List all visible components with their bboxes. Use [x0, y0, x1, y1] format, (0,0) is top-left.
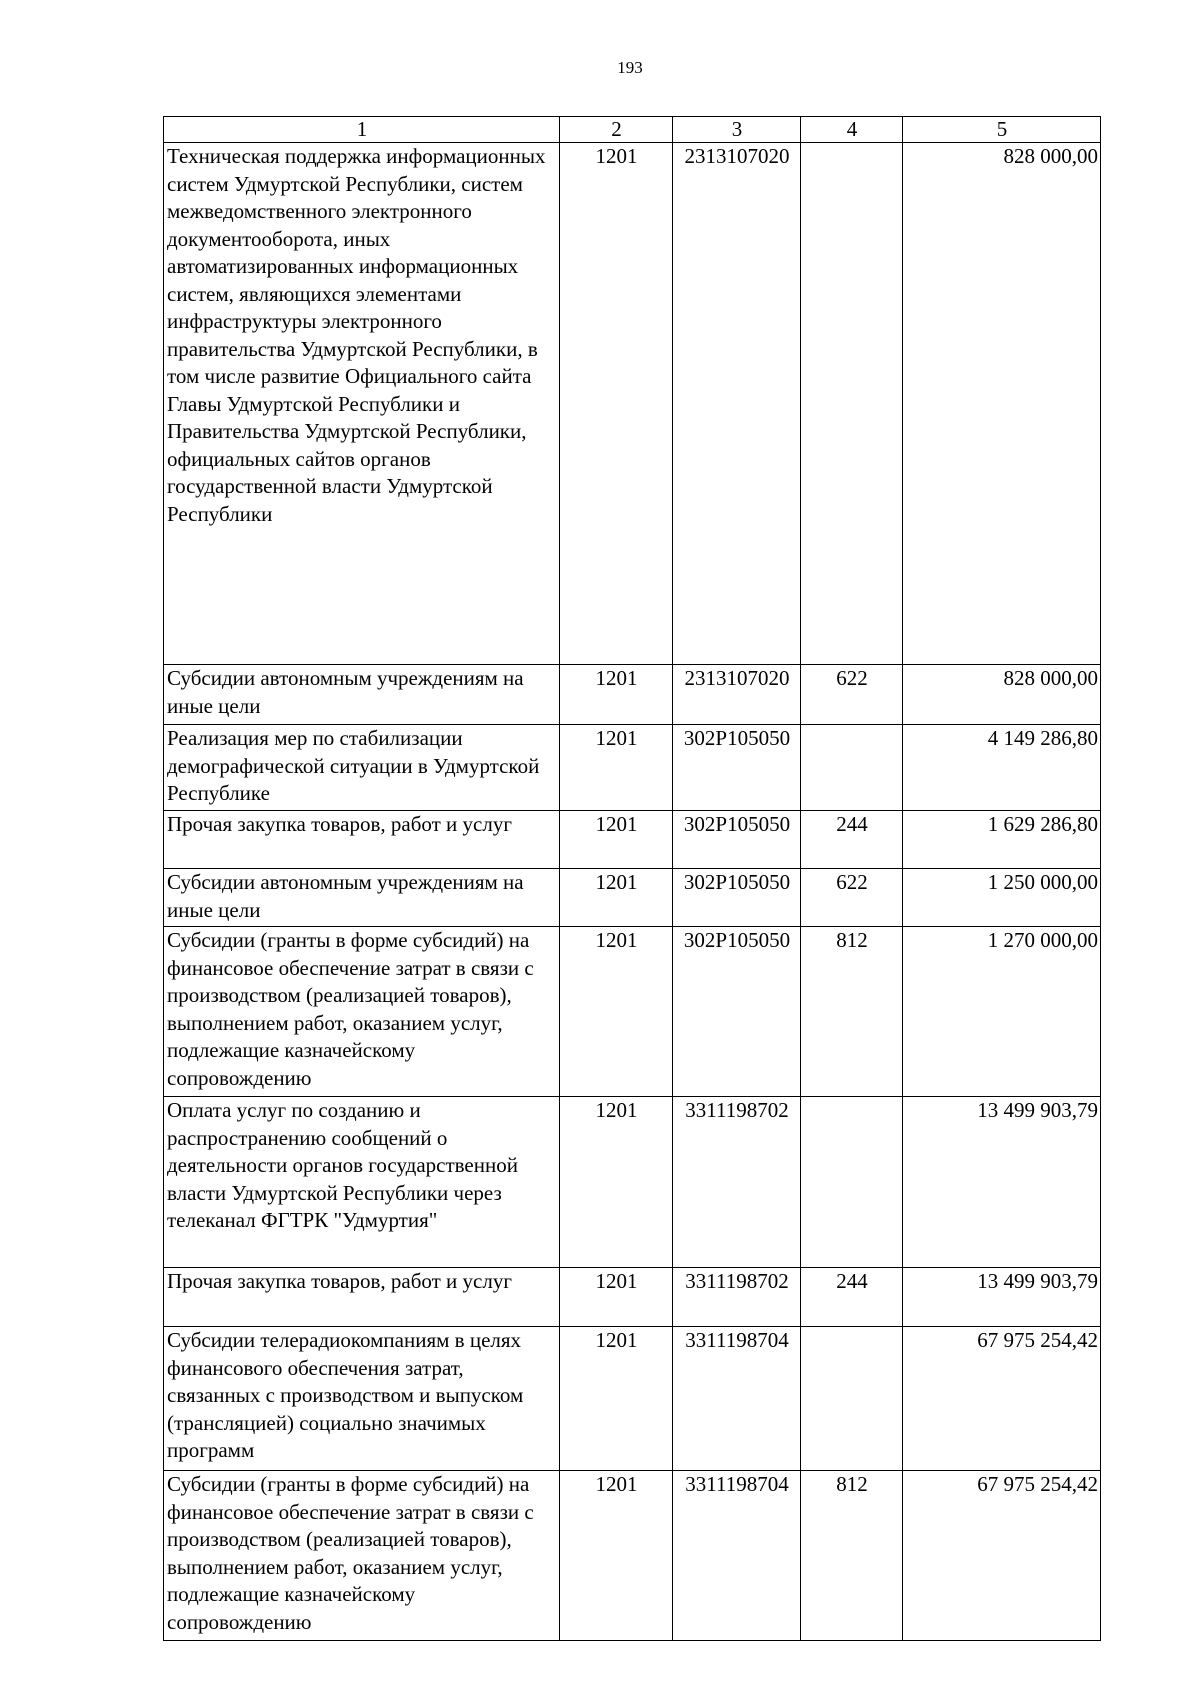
row-amount: 1 250 000,00	[903, 869, 1101, 927]
row-expense-type: 244	[801, 1268, 903, 1327]
row-section: 1201	[560, 811, 673, 869]
row-amount: 828 000,00	[903, 143, 1101, 665]
row-amount: 67 975 254,42	[903, 1471, 1101, 1641]
row-expense-type	[801, 1327, 903, 1471]
row-expense-type: 244	[801, 811, 903, 869]
row-target: 3311198704	[673, 1471, 801, 1641]
header-col-3: 3	[673, 117, 801, 143]
row-target: 302P105050	[673, 725, 801, 811]
row-name: Оплата услуг по созданию и распространению сообщений о деятельности органов государственной власти Удмуртской Республики через телеканал ФГТРК "Удмуртия"	[164, 1097, 560, 1268]
table-row	[164, 811, 1101, 869]
table-row	[164, 927, 1101, 1097]
row-section: 1201	[560, 1097, 673, 1268]
row-name: Прочая закупка товаров, работ и услуг	[164, 1268, 560, 1327]
row-target: 2313107020	[673, 665, 801, 725]
row-amount: 13 499 903,79	[903, 1268, 1101, 1327]
header-col-2: 2	[560, 117, 673, 143]
row-name: Субсидии (гранты в форме субсидий) на финансовое обеспечение затрат в связи с производством (реализацией товаров), выполнением работ, оказанием услуг, подлежащие казначейскому сопровождению	[164, 1471, 560, 1641]
table-row	[164, 1097, 1101, 1268]
row-name: Прочая закупка товаров, работ и услуг	[164, 811, 560, 869]
row-target: 3311198702	[673, 1097, 801, 1268]
row-expense-type: 622	[801, 869, 903, 927]
table-row	[164, 143, 1101, 665]
row-section: 1201	[560, 1268, 673, 1327]
row-section: 1201	[560, 927, 673, 1097]
row-name: Субсидии автономным учреждениям на иные цели	[164, 665, 560, 725]
row-expense-type: 812	[801, 927, 903, 1097]
header-col-4: 4	[801, 117, 903, 143]
table-row	[164, 1327, 1101, 1471]
row-target: 3311198702	[673, 1268, 801, 1327]
header-col-5: 5	[903, 117, 1101, 143]
row-target: 302P105050	[673, 927, 801, 1097]
table-row	[164, 869, 1101, 927]
table-row	[164, 725, 1101, 811]
row-amount: 1 270 000,00	[903, 927, 1101, 1097]
header-row	[164, 117, 1101, 143]
table-row	[164, 1268, 1101, 1327]
row-section: 1201	[560, 1327, 673, 1471]
row-name: Техническая поддержка информационных систем Удмуртской Республики, систем межведомственного электронного документооборота, иных автоматизированных информационных систем, являющихся элементами инфраструктуры электронного правительства Удмуртской Республики, в том числе развитие Официального сайта Главы Удмуртской Республики и Правительства Удмуртской Республики, официальных сайтов органов государственной власти Удмуртской Республики	[164, 143, 560, 665]
row-name: Субсидии автономным учреждениям на иные цели	[164, 869, 560, 927]
table-row	[164, 1471, 1101, 1641]
row-name: Реализация мер по стабилизации демографической ситуации в Удмуртской Республике	[164, 725, 560, 811]
table-row	[164, 665, 1101, 725]
row-expense-type: 812	[801, 1471, 903, 1641]
row-section: 1201	[560, 725, 673, 811]
row-name: Субсидии телерадиокомпаниям в целях финансового обеспечения затрат, связанных с производством и выпуском (трансляцией) социально значимых программ	[164, 1327, 560, 1471]
row-expense-type	[801, 1097, 903, 1268]
row-target: 302P105050	[673, 811, 801, 869]
row-section: 1201	[560, 1471, 673, 1641]
row-amount: 828 000,00	[903, 665, 1101, 725]
row-amount: 67 975 254,42	[903, 1327, 1101, 1471]
row-target: 3311198704	[673, 1327, 801, 1471]
header-col-1: 1	[164, 117, 560, 143]
row-amount: 13 499 903,79	[903, 1097, 1101, 1268]
row-amount: 4 149 286,80	[903, 725, 1101, 811]
page-number: 193	[617, 58, 643, 77]
row-expense-type: 622	[801, 665, 903, 725]
row-name: Субсидии (гранты в форме субсидий) на финансовое обеспечение затрат в связи с производством (реализацией товаров), выполнением работ, оказанием услуг, подлежащие казначейскому сопровождению	[164, 927, 560, 1097]
row-expense-type	[801, 143, 903, 665]
row-target: 2313107020	[673, 143, 801, 665]
row-section: 1201	[560, 665, 673, 725]
row-amount: 1 629 286,80	[903, 811, 1101, 869]
row-target: 302P105050	[673, 869, 801, 927]
row-section: 1201	[560, 143, 673, 665]
budget-table	[163, 116, 1101, 1641]
row-section: 1201	[560, 869, 673, 927]
row-expense-type	[801, 725, 903, 811]
